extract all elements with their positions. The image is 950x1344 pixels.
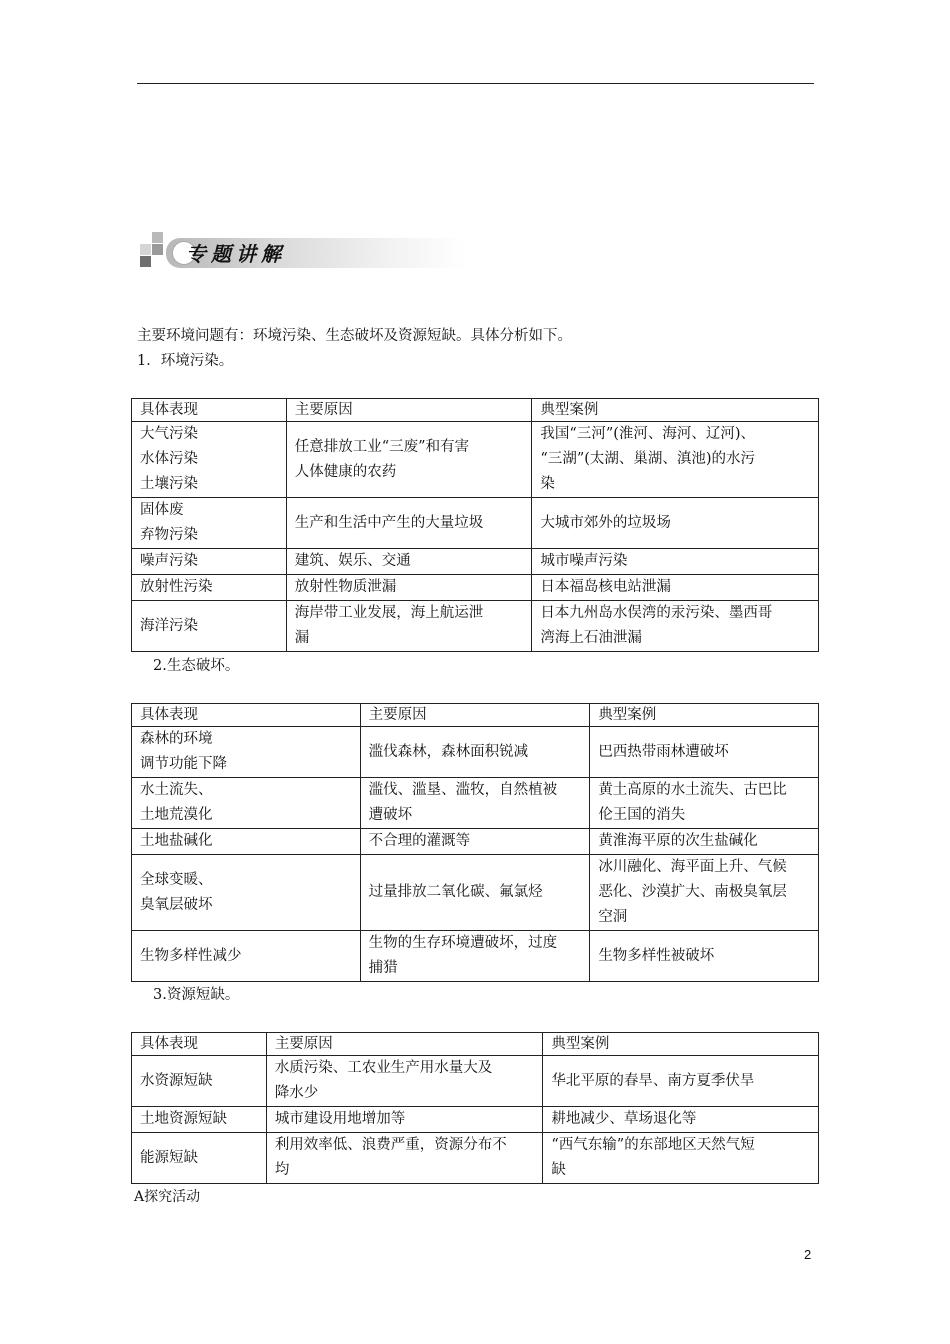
table-header-row	[132, 399, 819, 422]
activity-label: A探究活动	[134, 1189, 201, 1205]
table-cell	[132, 1056, 267, 1107]
resource-shortage-table	[131, 1032, 819, 1184]
cell-line: 我国“三河”(淮河、海河、辽河)、	[540, 426, 756, 442]
table-cell	[360, 829, 590, 855]
cell-line: 大气污染	[140, 426, 198, 442]
table-row	[132, 778, 819, 829]
banner-square	[152, 244, 163, 255]
table-cell	[532, 601, 819, 652]
cell-line: 全球变暖、	[140, 871, 213, 888]
cell-line: 黄土高原的水土流失、古巴比	[598, 782, 787, 798]
table-cell	[286, 498, 532, 549]
cell-line: 调节功能下降	[140, 756, 227, 772]
cell-line: 森林的环境	[140, 731, 213, 747]
cell-line: 任意排放工业“三废”和有害	[294, 438, 470, 455]
table-cell	[286, 422, 532, 498]
column-header: 典型案例	[543, 1033, 819, 1056]
cell-line: 降水少	[274, 1085, 319, 1101]
cell-line: 滥伐森林，森林面积锐减	[368, 743, 529, 760]
banner-square	[140, 256, 151, 267]
cell-line: 染	[540, 476, 555, 492]
intro-text: 主要环境问题有：环境污染、生态破坏及资源短缺。具体分析如下。	[137, 328, 572, 344]
cell-line: 冰川融化、海平面上升、气候	[598, 859, 787, 875]
table-cell	[286, 601, 532, 652]
cell-line: 巴西热带雨林遭破坏	[598, 743, 729, 760]
cell-line: 放射性物质泄漏	[294, 579, 397, 595]
cell-line: 生物多样性被破坏	[598, 947, 715, 964]
table-cell	[132, 931, 361, 982]
table-header-row	[132, 704, 819, 727]
section-heading-3: 3.资源短缺。	[153, 987, 240, 1003]
table-cell	[590, 727, 819, 778]
table-cell	[543, 1056, 819, 1107]
table-cell	[132, 1133, 267, 1184]
table-cell	[132, 855, 361, 931]
table-row	[132, 422, 819, 498]
cell-line: 黄淮海平原的次生盐碱化	[598, 833, 758, 849]
column-header: 具体表现	[132, 1033, 267, 1056]
cell-line: 日本福岛核电站泄漏	[540, 579, 671, 595]
table-header-row	[132, 1033, 819, 1056]
table-row	[132, 575, 819, 601]
table-cell	[286, 575, 532, 601]
cell-line: 臭氧层破坏	[140, 896, 213, 913]
column-header: 具体表现	[132, 399, 287, 422]
cell-line: 耕地减少、草场退化等	[551, 1111, 697, 1127]
table-row	[132, 1133, 819, 1184]
table-cell	[532, 575, 819, 601]
cell-line: 放射性污染	[140, 579, 213, 595]
table-cell	[132, 575, 287, 601]
cell-line: 海岸带工业发展，海上航运泄	[294, 605, 484, 621]
table-cell	[132, 422, 287, 498]
cell-line: 空洞	[598, 909, 628, 925]
cell-line: 土地盐碱化	[140, 833, 213, 849]
table-row	[132, 931, 819, 982]
column-header: 主要原因	[286, 399, 532, 422]
table-cell	[132, 727, 361, 778]
table-cell	[532, 498, 819, 549]
cell-line: “西气东输”的东部地区天然气短	[551, 1137, 755, 1153]
banner-title: 专题讲解	[186, 242, 286, 266]
table-cell	[360, 727, 590, 778]
cell-line: 湾海上石油泄漏	[540, 630, 642, 646]
table-cell	[132, 601, 287, 652]
table-cell	[132, 778, 361, 829]
cell-line: 恶化、沙漠扩大、南极臭氧层	[598, 884, 787, 900]
cell-line: 利用效率低、浪费严重，资源分布不	[274, 1137, 507, 1153]
table-cell	[132, 549, 287, 575]
cell-line: 过量排放二氧化碳、氟氯烃	[368, 884, 543, 900]
table-cell	[360, 931, 590, 982]
cell-line: 水体污染	[140, 451, 198, 467]
cell-line: 不合理的灌溉等	[368, 833, 471, 849]
cell-line: “三湖”(太湖、巢湖、滇池)的水污	[540, 451, 756, 467]
table-cell	[132, 829, 361, 855]
cell-line: 固体废	[140, 502, 184, 518]
cell-line: 均	[274, 1162, 290, 1178]
table-row	[132, 1107, 819, 1133]
section-banner	[136, 228, 476, 274]
table-cell	[543, 1107, 819, 1133]
header-rule	[137, 83, 814, 84]
column-header: 主要原因	[266, 1033, 543, 1056]
table-cell	[360, 855, 590, 931]
cell-line: 水资源短缺	[140, 1072, 213, 1089]
section-heading-1: 1．环境污染。	[137, 353, 234, 369]
cell-line: 建筑、娱乐、交通	[294, 553, 411, 569]
column-header: 主要原因	[360, 704, 590, 727]
column-header: 典型案例	[532, 399, 819, 422]
table-row	[132, 829, 819, 855]
cell-line: 大城市郊外的垃圾场	[540, 514, 671, 531]
table-cell	[266, 1133, 543, 1184]
table-cell	[532, 422, 819, 498]
page-number: 2	[804, 1247, 812, 1262]
table-row	[132, 855, 819, 931]
table-cell	[543, 1133, 819, 1184]
table-row	[132, 498, 819, 549]
cell-line: 缺	[551, 1162, 566, 1178]
cell-line: 弃物污染	[140, 527, 198, 543]
cell-line: 生产和生活中产生的大量垃圾	[294, 514, 484, 531]
cell-line: 伦王国的消失	[598, 807, 686, 823]
cell-line: 城市噪声污染	[540, 553, 628, 569]
banner-square	[140, 244, 151, 255]
ecological-damage-table	[131, 703, 819, 982]
cell-line: 土地荒漠化	[140, 807, 213, 823]
cell-line: 人体健康的农药	[294, 463, 397, 480]
cell-line: 城市建设用地增加等	[274, 1111, 406, 1127]
table-cell	[590, 855, 819, 931]
table-cell	[590, 931, 819, 982]
table-cell	[132, 1107, 267, 1133]
cell-line: 滥伐、滥垦、滥牧，自然植被	[368, 782, 558, 798]
table-row	[132, 549, 819, 575]
cell-line: 能源短缺	[140, 1149, 198, 1166]
table-cell	[532, 549, 819, 575]
table-cell	[286, 549, 532, 575]
table-cell	[266, 1107, 543, 1133]
environment-pollution-table	[131, 398, 819, 652]
cell-line: 生物的生存环境遭破坏，过度	[368, 935, 558, 951]
table-cell	[360, 778, 590, 829]
cell-line: 遭破坏	[368, 807, 413, 823]
banner-square	[152, 232, 163, 243]
cell-line: 生物多样性减少	[140, 947, 242, 964]
table-cell	[266, 1056, 543, 1107]
table-cell	[132, 498, 287, 549]
table-row	[132, 727, 819, 778]
table-row	[132, 601, 819, 652]
table-cell	[590, 778, 819, 829]
cell-line: 水质污染、工农业生产用水量大及	[274, 1060, 493, 1076]
cell-line: 漏	[294, 630, 310, 646]
section-heading-2: 2.生态破坏。	[153, 658, 240, 674]
cell-line: 水土流失、	[140, 782, 213, 798]
cell-line: 华北平原的春旱、南方夏季伏旱	[551, 1072, 755, 1089]
cell-line: 日本九州岛水俣湾的汞污染、墨西哥	[540, 605, 773, 621]
column-header: 典型案例	[590, 704, 819, 727]
cell-line: 海洋污染	[140, 617, 198, 634]
cell-line: 捕猎	[368, 960, 398, 976]
cell-line: 土地资源短缺	[140, 1111, 227, 1127]
cell-line: 土壤污染	[140, 476, 198, 492]
table-cell	[590, 829, 819, 855]
table-row	[132, 1056, 819, 1107]
column-header: 具体表现	[132, 704, 361, 727]
cell-line: 噪声污染	[140, 553, 198, 569]
